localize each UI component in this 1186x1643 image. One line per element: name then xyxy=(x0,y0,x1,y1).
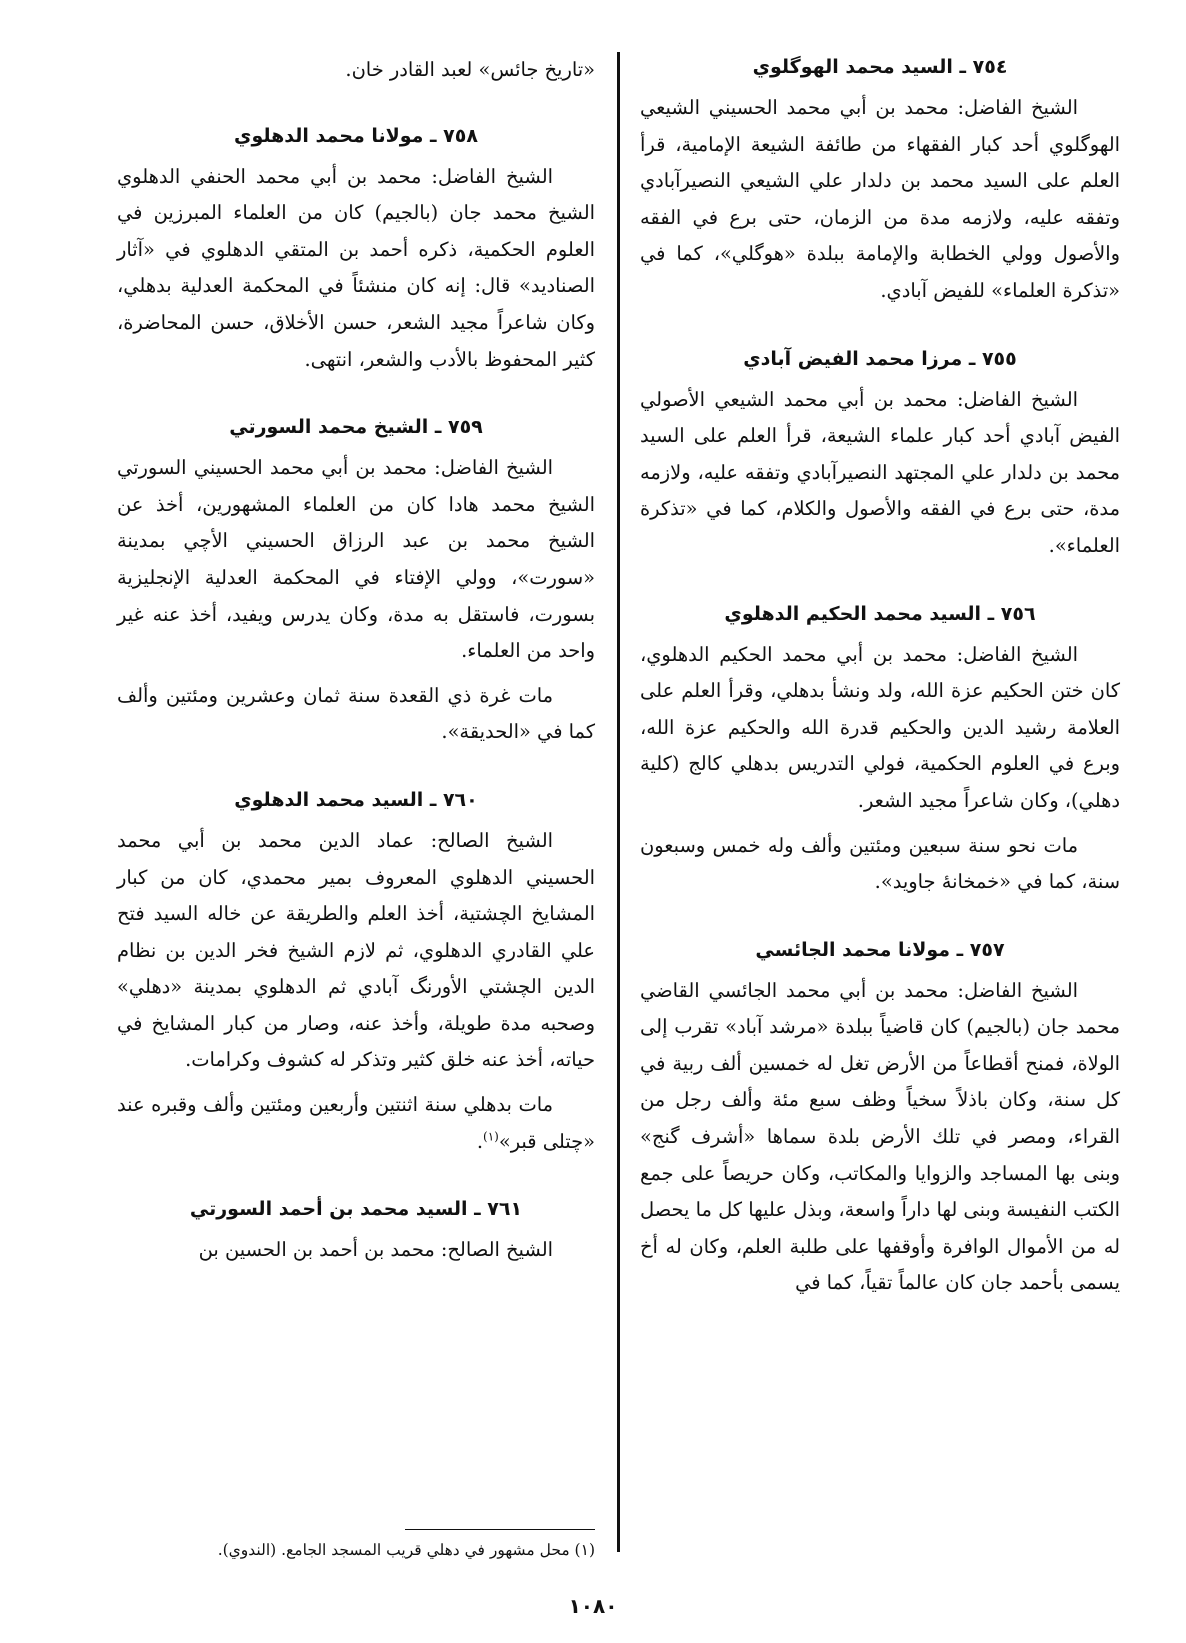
death-note-end: . xyxy=(476,1129,484,1153)
entry-heading: ٧٥٩ ـ الشيخ محمد السورتي xyxy=(229,416,483,439)
entry-heading: ٧٦٠ ـ السيد محمد الدهلوي xyxy=(234,788,478,811)
continuation-line: «تاريخ جائس» لعبد القادر خان. xyxy=(345,58,595,81)
death-note-text: مات بدهلي سنة اثنتين وأربعين ومئتين وألف وقبره عند «چتلى قبر» xyxy=(117,1093,595,1153)
entry-heading: ٧٥٦ ـ السيد محمد الحكيم الدهلوي xyxy=(724,602,1036,625)
entry-paragraph: الشيخ الصالح: محمد بن أحمد بن الحسين بن xyxy=(198,1238,553,1262)
entry-paragraph: الشيخ الفاضل: محمد بن أبي محمد الجائسي القاضي محمد جان (بالجيم) كان قاضياً ببلدة «مرشد آباد» تقرب إلى الولاة، فمنح أقطاعاً من الأرض تغل له خمسين ألف ربية في كل سنة، وكان باذلاً سخياً وظف سبع مئة وألف رجل من القراء، ومصر في تلك الأرض بلدة سماها «أشرف گنج» وبنى بها المساجد والزوايا والمكاتب، وكان حريصاً على جمع الكتب النفيسة وبنى لها داراً واسعة، وبذل عليها كل ما يحصل له من الأموال الوافرة وأوقفها على طلبة العلم، وكان له أخ يسمى بأحمد جان كان عالماً تقياً، كما في xyxy=(640,978,1120,1295)
right-column xyxy=(620,52,1120,1562)
page-number: ١٠٨٠ xyxy=(568,1594,618,1618)
death-note xyxy=(117,1087,595,1160)
entry-paragraph: الشيخ الفاضل: محمد بن أبي محمد الشيعي الأصولي الفيض آبادي أحد كبار علماء الشيعة، قرأ العلم على السيد محمد بن دلدار علي المجتهد النصيرآبادي وتفقه عليه، ولازمه مدة، حتى برع في الفقه والأصول والكلام، كما في «تذكرة العلماء». xyxy=(640,387,1120,557)
entry-757 xyxy=(640,935,1120,1302)
left-column xyxy=(117,52,617,1562)
entry-755 xyxy=(640,344,1120,565)
entry-761 xyxy=(117,1194,595,1269)
entry-paragraph: الشيخ الصالح: عماد الدين محمد بن أبي محمد الحسيني الدهلوي المعروف بمير محمدي، كان من كبار المشايخ الچشتية، أخذ العلم والطريقة عن خاله السيد فتح علي القادري الدهلوي، ثم لازم الشيخ فخر الدين بن نظام الدين الچشتي الأورنگ آبادي ثم الدهلوي بمدينة «دهلي» وصحبه مدة طويلة، وأخذ عنه، وصار من كبار المشايخ في حياته، أخذ عنه خلق كثير وتذكر له كشوف وكرامات. xyxy=(117,828,595,1072)
footnote-ref: (١) xyxy=(483,1129,499,1144)
footnote-divider xyxy=(405,1529,595,1530)
entry-759 xyxy=(117,412,595,751)
entry-paragraph: الشيخ الفاضل: محمد بن أبي محمد الحسيني الشيعي الهوگلوي أحد كبار الفقهاء من طائفة الشيعة الإمامية، قرأ العلم على السيد محمد بن دلدار علي الشيعي النصيرآبادي وتفقه عليه، ولازمه مدة من الزمان، حتى برع في الفقه والأصول وولي الخطابة والإمامة ببلدة «هوگلي»، كما في «تذكرة العلماء» للفيض آبادي. xyxy=(640,96,1120,302)
entry-paragraph: مات غرة ذي القعدة سنة ثمان وعشرين ومئتين وألف كما في «الحديقة». xyxy=(117,683,595,744)
entry-756 xyxy=(640,599,1120,901)
entry-paragraph: الشيخ الفاضل: محمد بن أبي محمد الحكيم الدهلوي، كان ختن الحكيم عزة الله، ولد ونشأ بدهلي، وقرأ العلم على العلامة رشيد الدين والحكيم قدرة الله والحكيم عزة الله، وبرع في العلوم الحكمية، فولي التدريس بدهلي كالج (كلية دهلي)، وكان شاعراً مجيد الشعر. xyxy=(640,642,1120,812)
entry-heading: ٧٥٥ ـ مرزا محمد الفيض آبادي xyxy=(743,347,1017,370)
entry-heading: ٧٦١ ـ السيد محمد بن أحمد السورتي xyxy=(189,1198,523,1221)
entry-heading: ٧٥٧ ـ مولانا محمد الجائسي xyxy=(755,938,1005,961)
entry-754 xyxy=(640,52,1120,310)
entry-paragraph: الشيخ الفاضل: محمد بن أبي محمد الحسيني السورتي الشيخ محمد هادا كان من العلماء المشهورين، أخذ عن الشيخ محمد بن عبد الرزاق الحسيني الأچي بمدينة «سورت»، وولي الإفتاء في المحكمة العدلية الإنجليزية بسورت، فاستقل به مدة، وكان يدرس ويفيد، أخذ عنه غير واحد من العلماء. xyxy=(117,456,595,663)
column-divider xyxy=(617,52,620,1552)
entry-paragraph: مات نحو سنة سبعين ومئتين وألف وله خمس وسبعون سنة، كما في «خمخانهٔ جاويد». xyxy=(640,833,1120,894)
entry-heading: ٧٥٨ ـ مولانا محمد الدهلوي xyxy=(234,124,478,147)
entry-paragraph: الشيخ الفاضل: محمد بن أبي محمد الحنفي الدهلوي الشيخ محمد جان (بالجيم) كان من العلماء المبرزين في العلوم الحكمية، ذكره أحمد بن المتقي الدهلوي في «آثار الصناديد» قال: إنه كان منشئاً في المحكمة العدلية بدهلي، وكان شاعراً مجيد الشعر، حسن الأخلاق، حسن المحاضرة، كثير المحفوظ بالأدب والشعر، انتهى. xyxy=(117,164,595,371)
two-column-layout xyxy=(66,52,1120,1562)
entry-758 xyxy=(117,121,595,379)
entry-heading: ٧٥٤ ـ السيد محمد الهوگلوي xyxy=(752,56,1008,78)
entry-760 xyxy=(117,785,595,1160)
footnote: (١) محل مشهور في دهلي قريب المسجد الجامع. (الندوي). xyxy=(217,1541,595,1559)
left-column-body xyxy=(117,52,595,1519)
